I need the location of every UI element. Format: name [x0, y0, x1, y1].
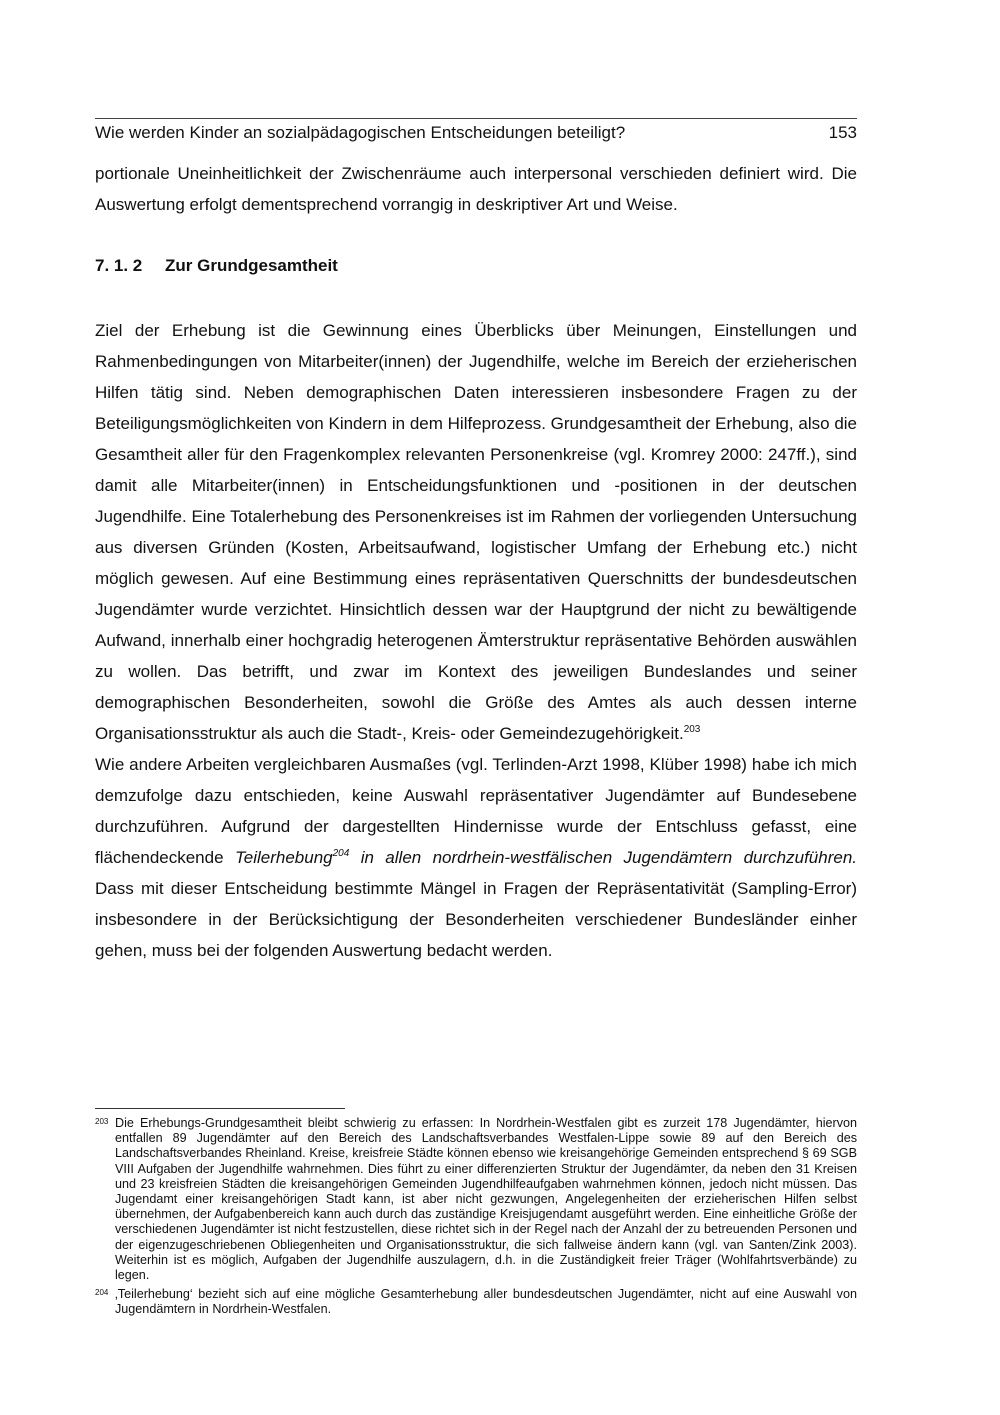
- paragraph-2-text-before: Wie andere Arbeiten vergleichbaren Ausmaßes (vgl. Terlinden-Arzt 1998, Klüber 1998) habe ich mich demzufolge dazu entschieden, keine Auswahl repräsentativer Jugendämter auf Bundesebene durchzuführen. Aufgrund der dargestellten Hindernisse wurde der Entschluss gefasst, eine flächendeckende: [95, 755, 857, 867]
- running-header: [95, 118, 857, 145]
- body-paragraph-1: [95, 315, 857, 749]
- footnote-203: [95, 1116, 857, 1283]
- intro-paragraph: portionale Uneinheitlichkeit der Zwischenräume auch interpersonal verschieden definiert wird. Die Auswertung erfolgt dementsprechend vorrangig in deskriptiver Art und Weise.: [95, 164, 857, 214]
- footnotes: [95, 1116, 857, 1322]
- footnote-text: ‚Teilerhebung‘ bezieht sich auf eine mögliche Gesamterhebung aller bundesdeutschen Jugendämter, nicht auf eine Auswahl von Jugendämtern in Nordrhein-Westfalen.: [115, 1287, 857, 1317]
- paragraph-2-italic-term: Teilerhebung: [234, 848, 333, 867]
- footnote-divider: [95, 1108, 345, 1109]
- document-page: [95, 118, 857, 1317]
- footnote-ref-203[interactable]: 203: [683, 724, 701, 735]
- section-title: Zur Grundgesamtheit: [165, 256, 338, 275]
- section-heading: [95, 254, 857, 278]
- header-title: Wie werden Kinder an sozialpädagogischen Entscheidungen beteiligt?: [95, 123, 626, 142]
- footnote-ref-204[interactable]: 204: [332, 848, 350, 859]
- footnote-number: 203: [95, 1117, 109, 1126]
- paragraph-2-italic-phrase: in allen nordrhein-westfälischen Jugendämtern durchzuführen.: [349, 848, 857, 867]
- footnote-text: Die Erhebungs-Grundgesamtheit bleibt schwierig zu erfassen: In Nordrhein-Westfalen gibt es zurzeit 178 Jugendämter, hiervon entfallen 89 Jugendämter auf den Bereich des Landschaftsverbandes Westfalen-Lippe sowie 89 auf den Bereich des Landschaftsverbandes Rheinland. Kreise, kreisfreie Städte können ebenso wie kreisangehörige Gemeinden entsprechend § 69 SGB VIII Aufgaben der Jugendhilfe wahrnehmen. Dies führt zu einer differenzierten Struktur der Jugendämter, da neben den 31 Kreisen und 23 kreisfreien Städten die kreisangehörigen Gemeinden Jugendhilfeaufgaben wahrnehmen können, jedoch nicht müssen. Das Jugendamt einer kreisangehörigen Stadt kann, ist aber nicht gezwungen, Angelegenheiten der erzieherischen Hilfen selbst übernehmen, der Aufgabenbereich kann auch durch das zuständige Kreisjugendamt ausgeführt werden. Eine einheitliche Größe der verschiedenen Jugendämter ist nicht festzustellen, diese richtet sich in der Regel nach der Anzahl der zu betreuenden Personen und der eigenzugeschriebenen Obliegenheiten und Organisationsstruktur, die sich fallweise ändern kann (vgl. van Santen/Zink 2003). Weiterhin ist es möglich, Aufgaben der Jugendhilfe auszulagern, d.h. in die Zuständigkeit freier Träger (Wohlfahrtsverbände) zu legen.: [115, 1116, 857, 1283]
- page-number: 153: [828, 123, 857, 142]
- footnote-number: 204: [95, 1288, 109, 1298]
- body-paragraph-2: [95, 749, 857, 966]
- footnote-204: [95, 1287, 857, 1317]
- paragraph-1-text: Ziel der Erhebung ist die Gewinnung eines Überblicks über Meinungen, Einstellungen und Rahmenbedingungen von Mitarbeiter(innen) der Jugendhilfe, welche im Bereich der erzieherischen Hilfen tätig sind. Neben demographischen Daten interessieren insbesondere Fragen zu der Beteiligungsmöglichkeiten von Kindern in dem Hilfeprozess. Grundgesamtheit der Erhebung, also die Gesamtheit aller für den Fragenkomplex relevanten Personenkreise (vgl. Kromrey 2000: 247ff.), sind damit alle Mitarbeiter(innen) in Entscheidungsfunktionen und -positionen in der deutschen Jugendhilfe. Eine Totalerhebung des Personenkreises ist im Rahmen der vorliegenden Untersuchung aus diversen Gründen (Kosten, Arbeitsaufwand, logistischer Umfang der Erhebung etc.) nicht möglich gewesen. Auf eine Bestimmung eines repräsentativen Querschnitts der bundesdeutschen Jugendämter wurde verzichtet. Hinsichtlich dessen war der Hauptgrund der nicht zu bewältigende Aufwand, innerhalb einer hochgradig heterogenen Ämterstruktur repräsentative Behörden auswählen zu wollen. Das betrifft, und zwar im Kontext des jeweiligen Bundeslandes und seiner demographischen Besonderheiten, sowohl die Größe des Amtes als auch dessen interne Organisationsstruktur als auch die Stadt-, Kreis- oder Gemeindezugehörigkeit.: [95, 321, 857, 743]
- section-number: 7. 1. 2: [95, 256, 143, 275]
- paragraph-2-text-after: Dass mit dieser Entscheidung bestimmte Mängel in Fragen der Repräsentativität (Sampling-Error) insbesondere in der Berücksichtigung der Besonderheiten verschiedener Bundesländer einher gehen, muss bei der folgenden Auswertung bedacht werden.: [95, 879, 857, 960]
